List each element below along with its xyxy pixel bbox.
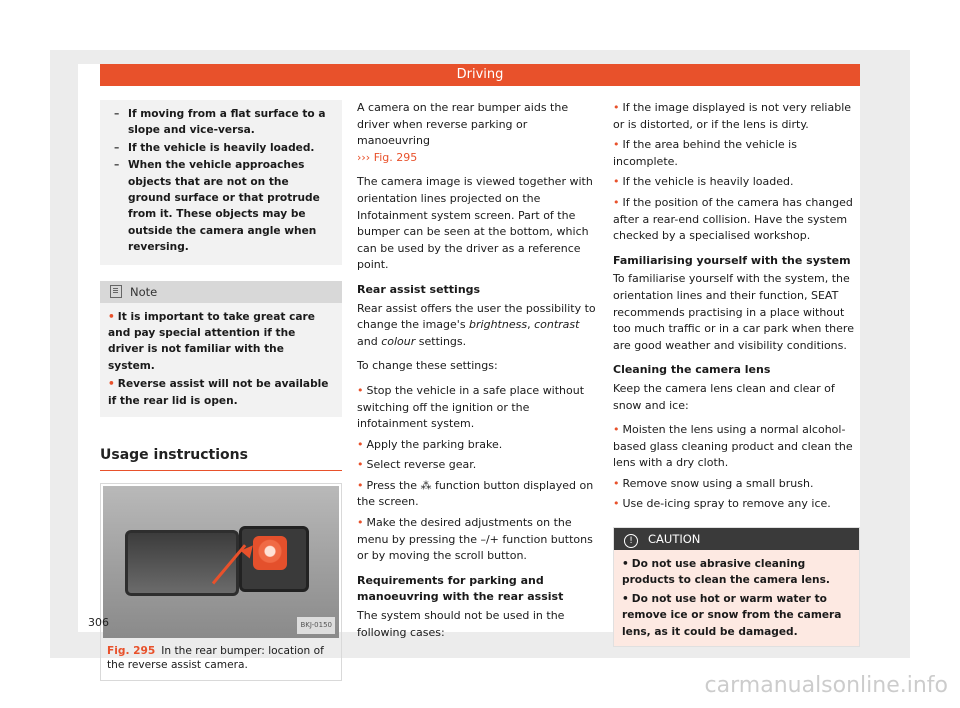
paragraph: Keep the camera lens clean and clear of snow and ice: [613, 381, 835, 412]
step-item: • Press the ⁂ function button displayed on the screen. [357, 478, 594, 509]
caution-icon: ! [624, 534, 638, 548]
caution-title: CAUTION [648, 532, 701, 547]
step-item: • Stop the vehicle in a safe place without switching off the ignition or the infotainment system. [357, 383, 585, 431]
note-item: • It is important to take great care and pay special attention if the driver is not familiar with the system. [108, 310, 315, 372]
list-item: – If the vehicle is heavily loaded. [114, 141, 315, 154]
case-item: • If the image displayed is not very reliable or is distorted, or if the lens is dirty. [613, 101, 852, 131]
header-bar: Driving [100, 64, 860, 86]
paragraph: A camera on the rear bumper aids the driver when reverse parking or manoeuvring ››› Fig. 295 [357, 101, 569, 164]
case-item: • If the vehicle is heavily loaded. [613, 175, 794, 189]
caution-item: • Do not use abrasive cleaning products to clean the camera lens. [622, 558, 830, 587]
step-item: • Make the desired adjustments on the menu by pressing the –/+ function buttons or by moving the scroll button. [357, 516, 593, 563]
subheading: Cleaning the camera lens [613, 363, 771, 377]
list-item: – If moving from a flat surface to a slope and vice-versa. [114, 108, 326, 137]
case-item: • If the position of the camera has changed after a rear-end collision. Have the system checked by a specialised workshop. [613, 195, 853, 243]
column-left [100, 100, 342, 681]
camera-photo [103, 486, 339, 638]
subheading: Familiarising yourself with the system [613, 253, 851, 267]
camera-lens [253, 536, 287, 570]
figure-label: Fig. 295 [107, 644, 156, 657]
page-number: 306 [88, 616, 109, 629]
note-box [100, 281, 342, 417]
caution-header [614, 528, 859, 550]
conditions-box [100, 100, 342, 265]
cleaning-step: • Moisten the lens using a normal alcohol-based glass cleaning product and clean the lens with a dry cloth. [613, 423, 853, 470]
step-item: • Apply the parking brake. [357, 437, 503, 451]
figure-link[interactable]: ››› Fig. 295 [357, 150, 418, 164]
subheading: Requirements for parking and manoeuvring with the rear assist [357, 573, 564, 604]
watermark: carmanualsonline.info [704, 673, 948, 698]
figure [100, 483, 342, 681]
paragraph: The camera image is viewed together with orientation lines projected on the Infotainment system screen. Part of the bumper can be seen at the bottom, which can be used by the driver as a reference point. [357, 175, 593, 272]
note-item: • Reverse assist will not be available if the rear lid is open. [108, 378, 329, 407]
note-header [100, 281, 342, 303]
subheading: Rear assist settings [357, 282, 481, 296]
figure-code: BKJ-0150 [297, 617, 335, 634]
list-item: – When the vehicle approaches objects that are not on the ground surface or that protrude from it. These objects may be outside the camera angle when reversing. [114, 159, 320, 254]
case-item: • If the area behind the vehicle is incomplete. [613, 138, 797, 168]
paragraph: The system should not be used in the following cases: [357, 609, 565, 639]
figure-caption: Fig. 295 In the rear bumper: location of the reverse assist camera. [107, 644, 324, 671]
column-right [613, 100, 860, 647]
paragraph: Rear assist offers the user the possibility to change the image's brightness, contrast and colour settings. [357, 301, 596, 348]
cleaning-step: • Remove snow using a small brush. [613, 476, 814, 490]
section-title: Usage instructions [100, 447, 342, 471]
column-middle [357, 100, 599, 649]
cleaning-step: • Use de-icing spray to remove any ice. [613, 497, 831, 511]
note-icon [110, 285, 122, 298]
caution-box [613, 527, 860, 647]
caution-item: • Do not use hot or warm water to remove ice or snow from the camera lens, as it could be damaged. [622, 592, 842, 638]
paragraph: To familiarise yourself with the system, the orientation lines and their function, SEAT recommends practising in a place without too much traffic or in a car park when there are good weather and visibility conditions. [613, 272, 854, 352]
step-item: • Select reverse gear. [357, 458, 477, 472]
paragraph: To change these settings: [357, 359, 498, 373]
note-title: Note [130, 284, 158, 299]
